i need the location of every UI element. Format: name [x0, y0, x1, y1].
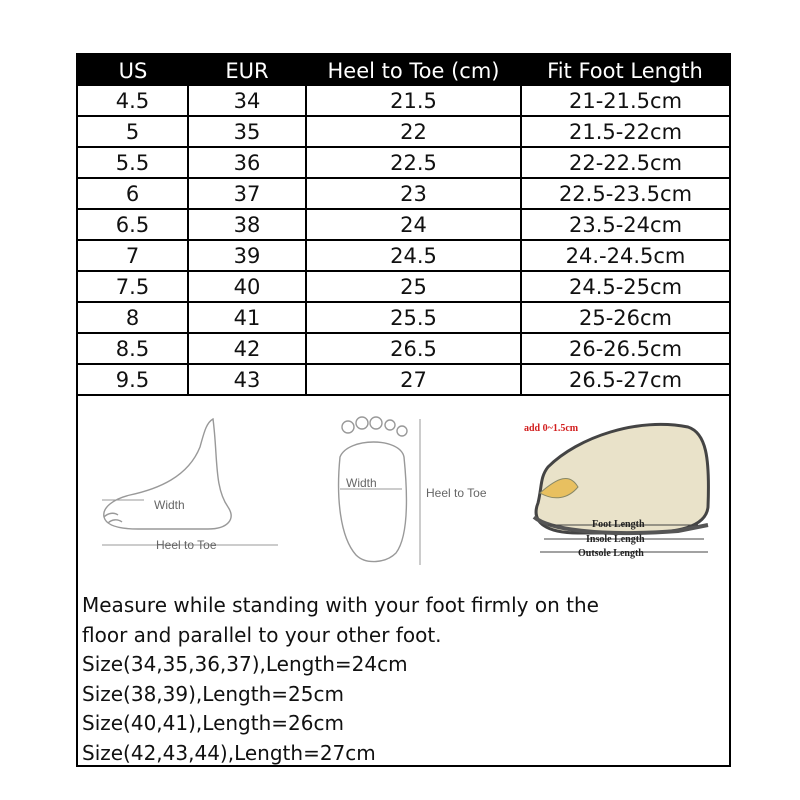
size-table: [78, 55, 729, 396]
side-width-label: Width: [154, 498, 185, 512]
table-cell: 24: [306, 209, 521, 240]
size-chart: [76, 53, 731, 767]
table-cell: 35: [188, 116, 306, 147]
table-row: [78, 116, 729, 147]
table-cell: 21-21.5cm: [521, 86, 729, 116]
table-cell: 21.5: [306, 86, 521, 116]
table-row: [78, 240, 729, 271]
table-cell: 27: [306, 364, 521, 395]
table-cell: 42: [188, 333, 306, 364]
table-cell: 5.5: [78, 147, 188, 178]
side-heel-to-toe-label: Heel to Toe: [156, 538, 217, 552]
table-cell: 36: [188, 147, 306, 178]
table-row: [78, 209, 729, 240]
table-cell: 7.5: [78, 271, 188, 302]
table-cell: 22: [306, 116, 521, 147]
table-cell: 22.5-23.5cm: [521, 178, 729, 209]
shoe-insole-length-label: Insole Length: [586, 534, 645, 545]
shoe-add-label: add 0~1.5cm: [524, 423, 579, 434]
table-row: [78, 147, 729, 178]
table-cell: 6.5: [78, 209, 188, 240]
table-cell: 39: [188, 240, 306, 271]
header-eur: EUR: [188, 55, 306, 86]
measurement-notes: [82, 591, 722, 768]
table-cell: 24.-24.5cm: [521, 240, 729, 271]
table-cell: 37: [188, 178, 306, 209]
note-line: floor and parallel to your other foot.: [82, 622, 442, 647]
foot-side-view-icon: [104, 419, 231, 529]
table-cell: 26.5-27cm: [521, 364, 729, 395]
table-cell: 23: [306, 178, 521, 209]
table-cell: 9.5: [78, 364, 188, 395]
table-cell: 23.5-24cm: [521, 209, 729, 240]
table-cell: 7: [78, 240, 188, 271]
table-cell: 6: [78, 178, 188, 209]
table-cell: 43: [188, 364, 306, 395]
table-cell: 26.5: [306, 333, 521, 364]
table-cell: 40: [188, 271, 306, 302]
table-cell: 26-26.5cm: [521, 333, 729, 364]
top-heel-to-toe-label: Heel to Toe: [426, 486, 487, 500]
table-cell: 24.5: [306, 240, 521, 271]
note-line: Size(42,43,44),Length=27cm: [82, 740, 376, 765]
table-cell: 22.5: [306, 147, 521, 178]
table-row: [78, 302, 729, 333]
table-cell: 38: [188, 209, 306, 240]
table-row: [78, 86, 729, 116]
table-cell: 25: [306, 271, 521, 302]
table-cell: 41: [188, 302, 306, 333]
shoe-outsole-length-label: Outsole Length: [578, 548, 644, 559]
top-width-label: Width: [346, 476, 377, 490]
table-row: [78, 178, 729, 209]
table-cell: 8.5: [78, 333, 188, 364]
table-cell: 4.5: [78, 86, 188, 116]
shoe-foot-length-label: Foot Length: [592, 519, 645, 530]
table-cell: 25.5: [306, 302, 521, 333]
table-header-row: [78, 55, 729, 86]
table-cell: 5: [78, 116, 188, 147]
table-cell: 24.5-25cm: [521, 271, 729, 302]
table-row: [78, 271, 729, 302]
header-heel-to-toe: Heel to Toe (cm): [306, 55, 521, 86]
table-cell: 22-22.5cm: [521, 147, 729, 178]
table-cell: 8: [78, 302, 188, 333]
note-line: Size(38,39),Length=25cm: [82, 681, 344, 706]
table-cell: 25-26cm: [521, 302, 729, 333]
note-line: Size(40,41),Length=26cm: [82, 711, 344, 735]
header-us: US: [78, 55, 188, 86]
measurement-illustrations: [78, 397, 729, 577]
table-row: [78, 333, 729, 364]
header-fit-foot-length: Fit Foot Length: [521, 55, 729, 86]
note-line: Measure while standing with your foot firmly on the: [82, 593, 599, 617]
note-line: Size(34,35,36,37),Length=24cm: [82, 652, 408, 676]
table-cell: 34: [188, 86, 306, 116]
shoe-cutaway-icon: [534, 424, 708, 533]
table-cell: 21.5-22cm: [521, 116, 729, 147]
table-row: [78, 364, 729, 395]
